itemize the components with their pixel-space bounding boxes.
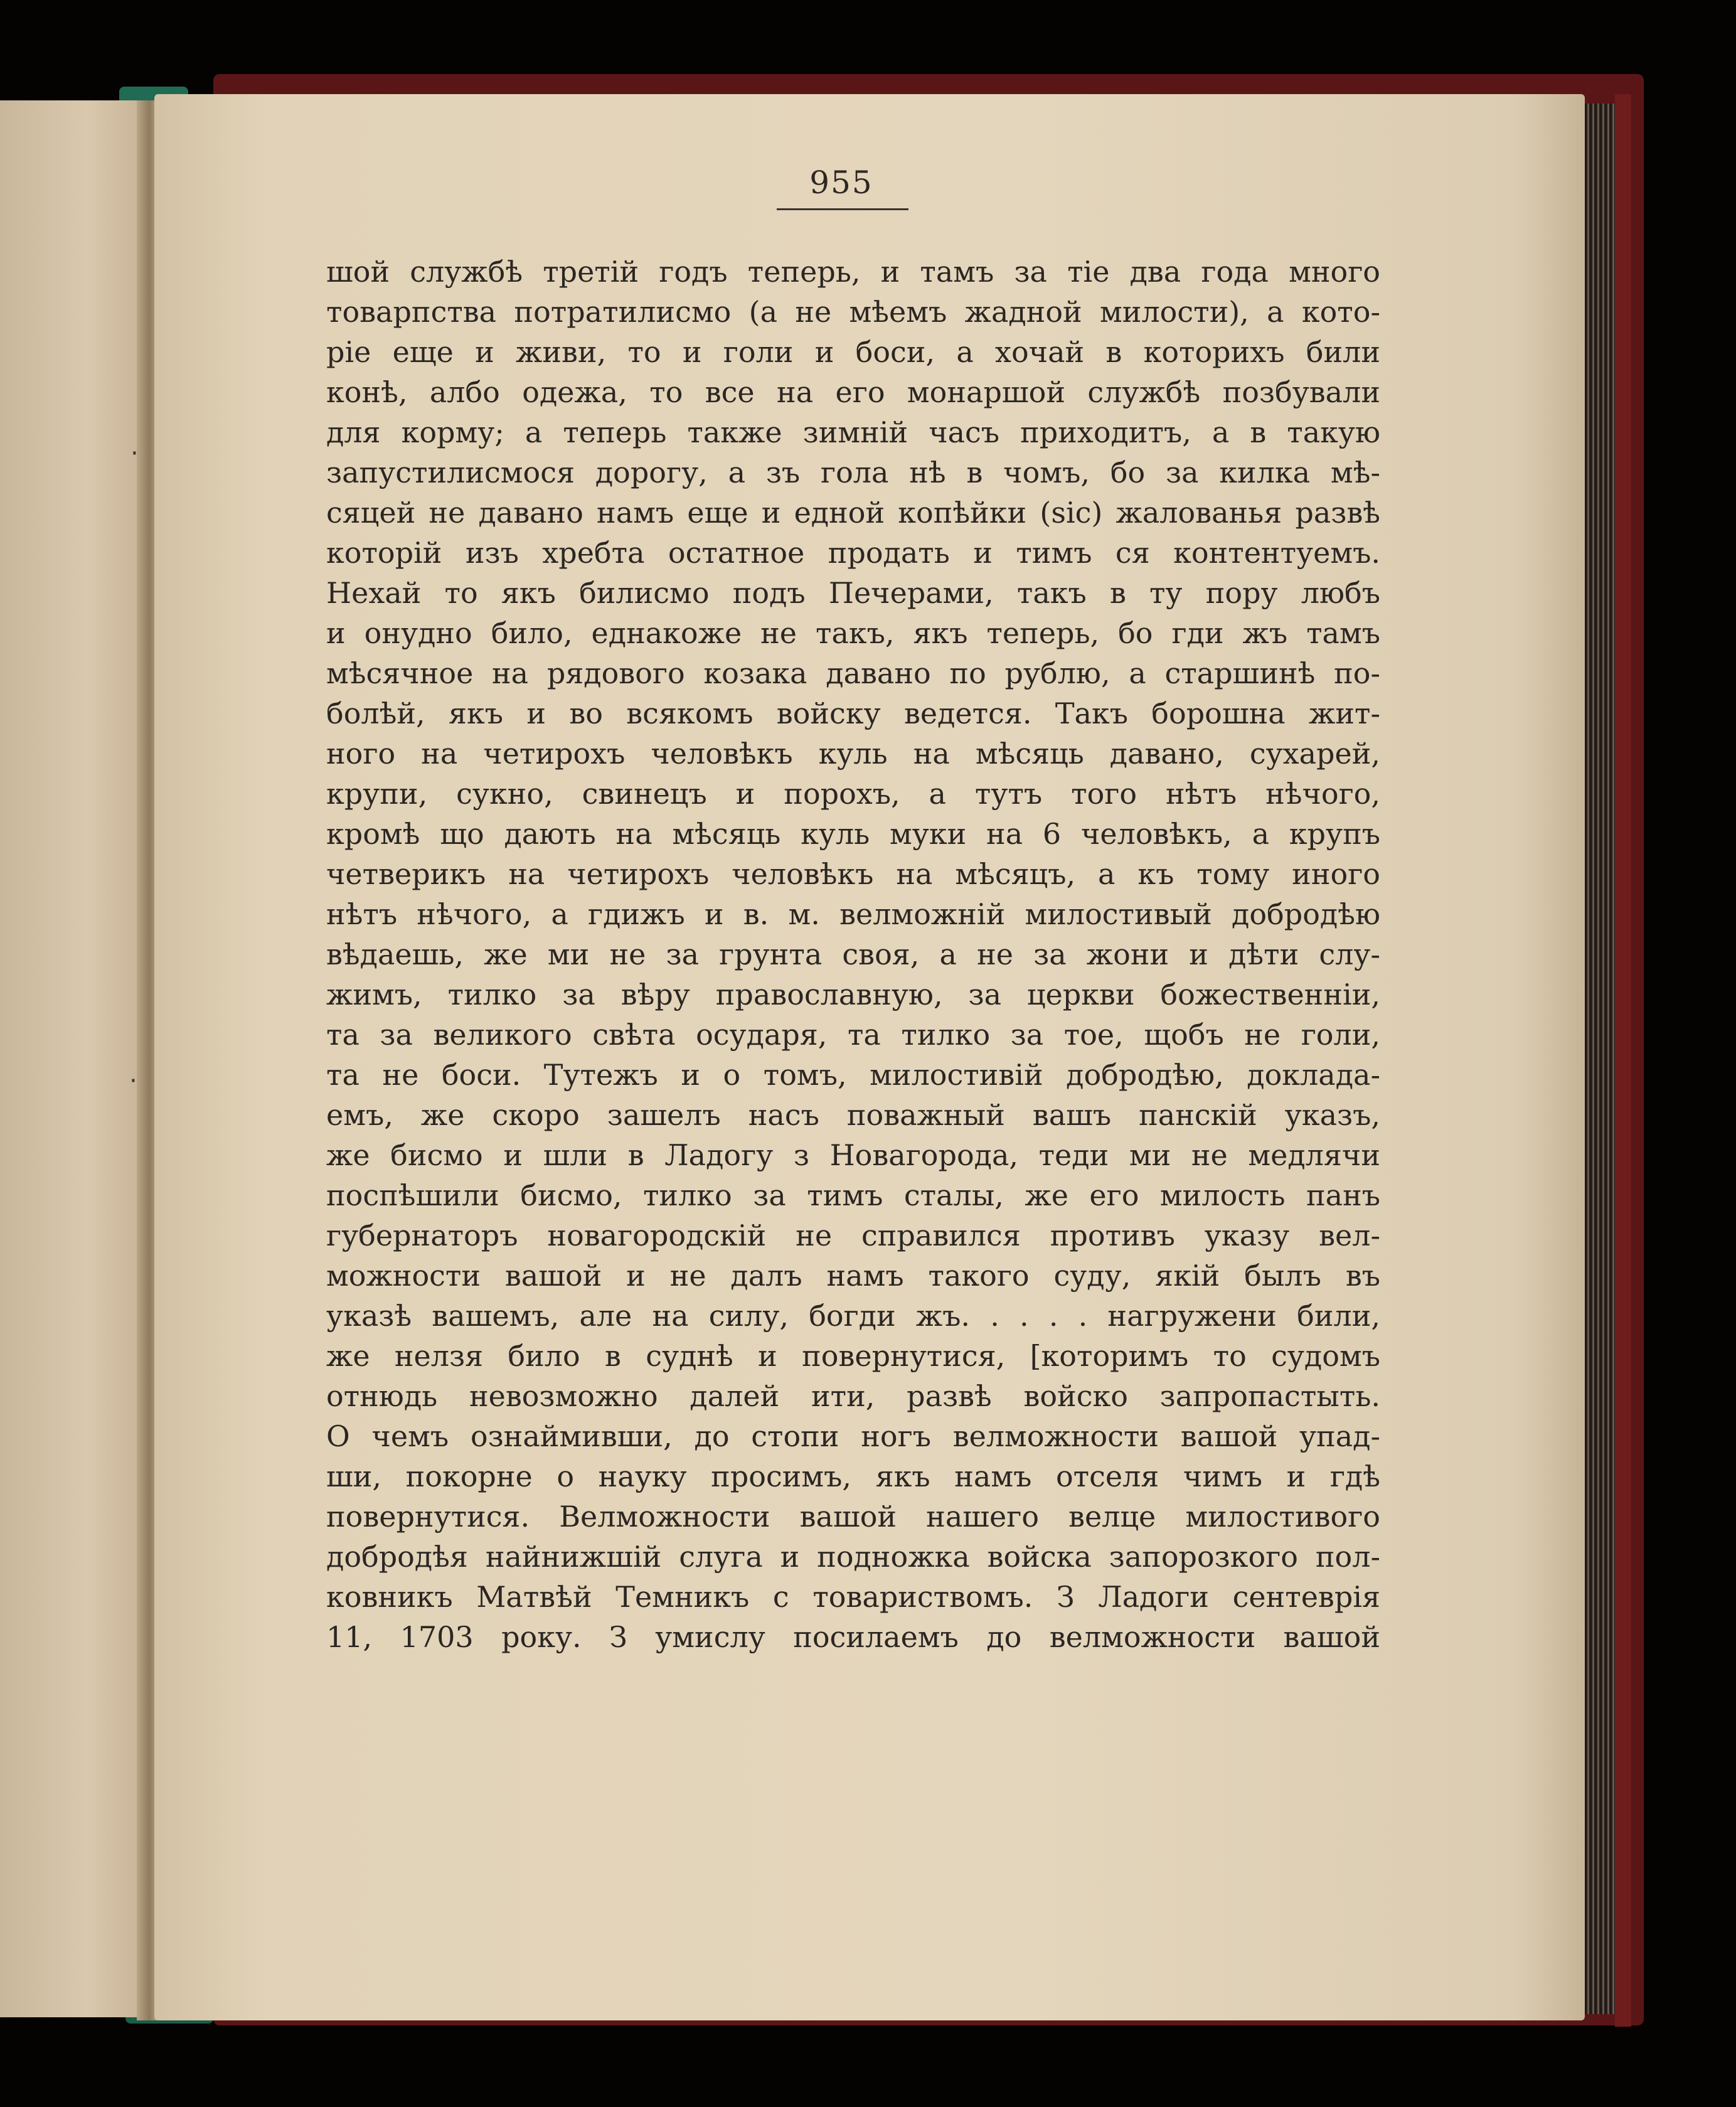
text-line: и онудно било, еднакоже не такъ, якъ теперь, бо гди жъ тамъ (326, 616, 1380, 650)
left-page (0, 100, 146, 2017)
text-line: можности вашой и не далъ намъ такого суду, якій былъ въ (326, 1259, 1380, 1293)
text-line: шой службѣ третій годъ теперь, и тамъ за тіе два года много (326, 255, 1380, 289)
text-line: нѣтъ нѣчого, а гдижъ и в. м. велможній милостивый добродѣю (326, 897, 1380, 931)
page-number: 955 (809, 164, 873, 201)
text-line: ши, покорне о науку просимъ, якъ намъ отселя чимъ и гдѣ (326, 1459, 1380, 1493)
text-line: ріе еще и живи, то и голи и боси, а хочай в которихъ били (326, 335, 1380, 369)
text-line: отнюдь невозможно далей ити, развѣ войско запропастыть. (326, 1379, 1380, 1413)
page-number-rule (777, 208, 908, 210)
text-line: губернаторъ новагородскій не справился противъ указу вел- (326, 1219, 1380, 1252)
text-line: 11, 1703 року. З умислу посилаемъ до велможности вашой (326, 1620, 1380, 1654)
text-line: мѣсячное на рядового козака давано по рублю, а старшинѣ по- (326, 656, 1380, 690)
text-line: которій изъ хребта остатное продать и тимъ ся контентуемъ. (326, 536, 1380, 570)
text-line: О чемъ ознаймивши, до стопи ногъ велможности вашой упад- (326, 1419, 1380, 1453)
text-line: для корму; а теперь также зимній часъ приходитъ, а в такую (326, 415, 1380, 449)
text-line: Нехай то якъ билисмо подъ Печерами, такъ в ту пору любъ (326, 576, 1380, 610)
text-line: поспѣшили бисмо, тилко за тимъ сталы, же его милость панъ (326, 1178, 1380, 1212)
text-line: указѣ вашемъ, але на силу, богди жъ. . . . . нагружени били, (326, 1299, 1380, 1333)
page-edges (1585, 104, 1615, 2014)
text-line: крупи, сукно, свинецъ и порохъ, а тутъ того нѣтъ нѣчого, (326, 777, 1380, 811)
text-line: четверикъ на четирохъ человѣкъ на мѣсяцъ, а къ тому иного (326, 857, 1380, 891)
text-line: повернутися. Велможности вашой нашего велце милостивого (326, 1500, 1380, 1534)
text-line: болѣй, якъ и во всякомъ войску ведется. Такъ борошна жит- (326, 696, 1380, 730)
text-line: ного на четирохъ человѣкъ куль на мѣсяць давано, сухарей, (326, 737, 1380, 771)
text-line: емъ, же скоро зашелъ насъ поважный вашъ панскій указъ, (326, 1098, 1380, 1132)
body-text (326, 251, 1380, 1757)
text-line: вѣдаешь, же ми не за грунта своя, а не за жони и дѣти слу- (326, 937, 1380, 971)
text-line: же нелзя било в суднѣ и повернутися, [которимъ то судомъ (326, 1339, 1380, 1373)
text-line: ковникъ Матвѣй Темникъ с товариствомъ. З Ладоги сентеврія (326, 1580, 1380, 1614)
text-line: та за великого свѣта осударя, та тилко за тое, щобъ не голи, (326, 1018, 1380, 1052)
text-line: добродѣя найнижшій слуга и подножка войска запорозкого пол- (326, 1540, 1380, 1574)
text-line: конѣ, албо одежа, то все на его монаршой службѣ позбували (326, 375, 1380, 409)
text-line: та не боси. Тутежъ и о томъ, милостивій добродѣю, доклада- (326, 1058, 1380, 1092)
text-line: сяцей не давано намъ еще и едной копѣйки (sic) жалованья развѣ (326, 496, 1380, 530)
text-line: запустилисмося дорогу, а зъ гола нѣ в чомъ, бо за килка мѣ- (326, 456, 1380, 489)
text-line: товарпства потратилисмо (а не мѣемъ жадной милости), а кото- (326, 295, 1380, 329)
text-line: же бисмо и шли в Ладогу з Новагорода, теди ми не медлячи (326, 1138, 1380, 1172)
text-line: жимъ, тилко за вѣру православную, за церкви божественніи, (326, 978, 1380, 1011)
margin-tick: · (130, 439, 139, 468)
cover-right-edge (1615, 94, 1631, 2027)
text-line: кромѣ що дають на мѣсяць куль муки на 6 человѣкъ, а крупъ (326, 817, 1380, 851)
margin-tick: · (129, 1067, 137, 1096)
